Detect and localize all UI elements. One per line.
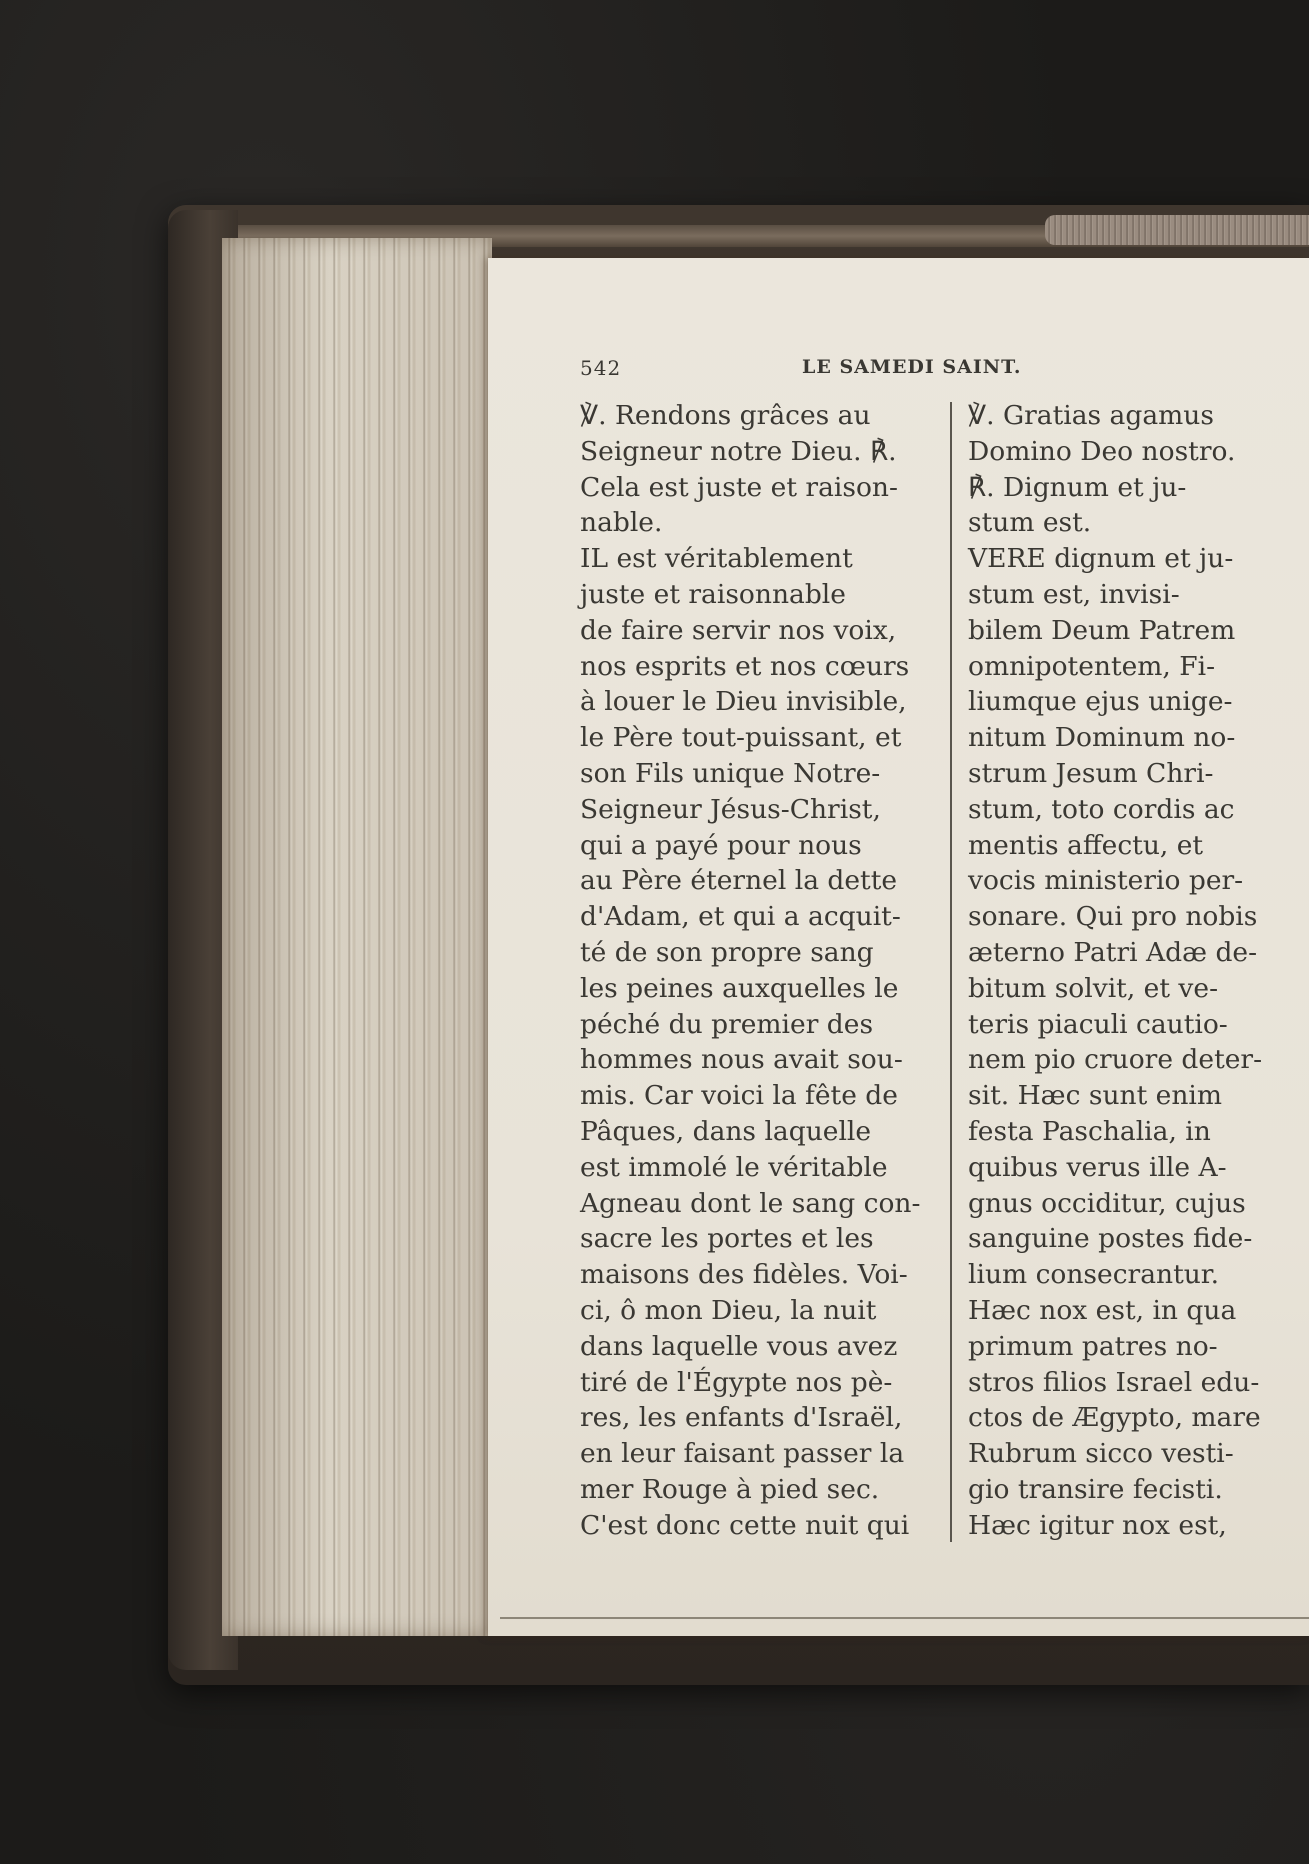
french-text-line: au Père éternel la dette [580,865,898,897]
french-text-line: son Fils unique Notre- [580,757,881,789]
page-edges-shade [222,238,492,1636]
french-text-line: maisons des fidèles. Voi- [580,1259,908,1291]
latin-text-line: teris piaculi cautio- [968,1008,1228,1040]
french-text-line: Agneau dont le sang con- [580,1187,921,1219]
latin-text-line: strum Jesum Chri- [968,757,1214,789]
french-text-line: Seigneur notre Dieu. ℟. [580,435,897,467]
latin-text-line: stum est, invisi- [968,578,1180,610]
book-headband [1045,215,1309,245]
french-text-line: dans laquelle vous avez [580,1330,898,1362]
latin-text-line: Hæc igitur nox est, [968,1509,1227,1541]
french-text-line: mis. Car voici la fête de [580,1080,898,1112]
latin-text-line: ctos de Ægypto, mare [968,1402,1261,1434]
french-text-line: IL est véritablement [580,543,853,575]
french-text-line: Seigneur Jésus-Christ, [580,793,881,825]
latin-text-line: ℟. Dignum et ju- [968,471,1187,503]
french-text-line: hommes nous avait sou- [580,1044,903,1076]
latin-text-line: Hæc nox est, in qua [968,1294,1237,1326]
latin-text-line: omnipotentem, Fi- [968,650,1216,682]
french-text-line: en leur faisant passer la [580,1438,905,1470]
latin-text-line: vocis ministerio per- [968,865,1244,897]
latin-text-line: quibus verus ille A- [968,1151,1227,1183]
latin-text-line: gio transire fecisti. [968,1473,1223,1505]
french-text-line: ℣. Rendons grâces au [580,400,871,431]
french-text-line: de faire servir nos voix, [580,614,897,646]
french-text-line: Pâques, dans laquelle [580,1115,872,1147]
page-number: 542 [580,356,622,380]
french-text-line: est immolé le véritable [580,1151,888,1183]
latin-text-line: bitum solvit, et ve- [968,972,1219,1004]
french-text-line: tiré de l'Égypte nos pè- [580,1366,893,1398]
latin-text-line: Domino Deo nostro. [968,435,1236,467]
french-text-line: sacre les portes et les [580,1223,874,1255]
latin-column [968,398,1301,1544]
page-title: LE SAMEDI SAINT. [802,356,1022,378]
latin-text-line: stum, toto cordis ac [968,793,1235,825]
latin-text-line: primum patres no- [968,1330,1218,1362]
french-text-line: juste et raisonnable [580,578,846,610]
latin-text-line: æterno Patri Adæ de- [968,936,1258,968]
latin-text-line: liumque ejus unige- [968,686,1233,718]
french-text-line: res, les enfants d'Israël, [580,1402,903,1434]
latin-text-line: lium consecrantur. [968,1259,1219,1291]
french-text-line: d'Adam, et qui a acquit- [580,901,901,933]
latin-text-line: nitum Dominum no- [968,722,1236,754]
latin-text-line: ℣. Gratias agamus [968,400,1214,431]
latin-text-line: bilem Deum Patrem [968,614,1236,646]
latin-text-line: VERE dignum et ju- [968,543,1234,575]
french-text-line: nos esprits et nos cœurs [580,650,910,682]
french-text-line: les peines auxquelles le [580,972,899,1004]
french-text-line: C'est donc cette nuit qui [580,1509,910,1541]
french-text-line: nable. [580,507,663,539]
page-bottom-rule [500,1617,1309,1619]
latin-text-line: sit. Hæc sunt enim [968,1080,1223,1112]
french-text-line: le Père tout-puissant, et [580,722,902,754]
latin-text-line: stum est. [968,507,1092,539]
french-text-line: mer Rouge à pied sec. [580,1473,880,1505]
latin-text-line: festa Paschalia, in [968,1115,1211,1147]
french-text-line: té de son propre sang [580,936,874,968]
latin-text-line: stros filios Israel edu- [968,1366,1260,1398]
latin-text-line: gnus occiditur, cujus [968,1187,1246,1219]
running-head [580,356,1300,390]
column-divider [950,402,952,1542]
french-text-line: Cela est juste et raison- [580,471,898,503]
french-text-line: ci, ô mon Dieu, la nuit [580,1294,877,1326]
french-column [580,398,940,1544]
latin-text-line: Rubrum sicco vesti- [968,1438,1234,1470]
latin-text-line: sonare. Qui pro nobis [968,901,1258,933]
french-text-line: péché du premier des [580,1008,874,1040]
french-text-line: à louer le Dieu invisible, [580,686,907,718]
latin-text-line: nem pio cruore deter- [968,1044,1263,1076]
latin-text-line: mentis affectu, et [968,829,1204,861]
french-text-line: qui a payé pour nous [580,829,862,861]
latin-text-line: sanguine postes fide- [968,1223,1253,1255]
